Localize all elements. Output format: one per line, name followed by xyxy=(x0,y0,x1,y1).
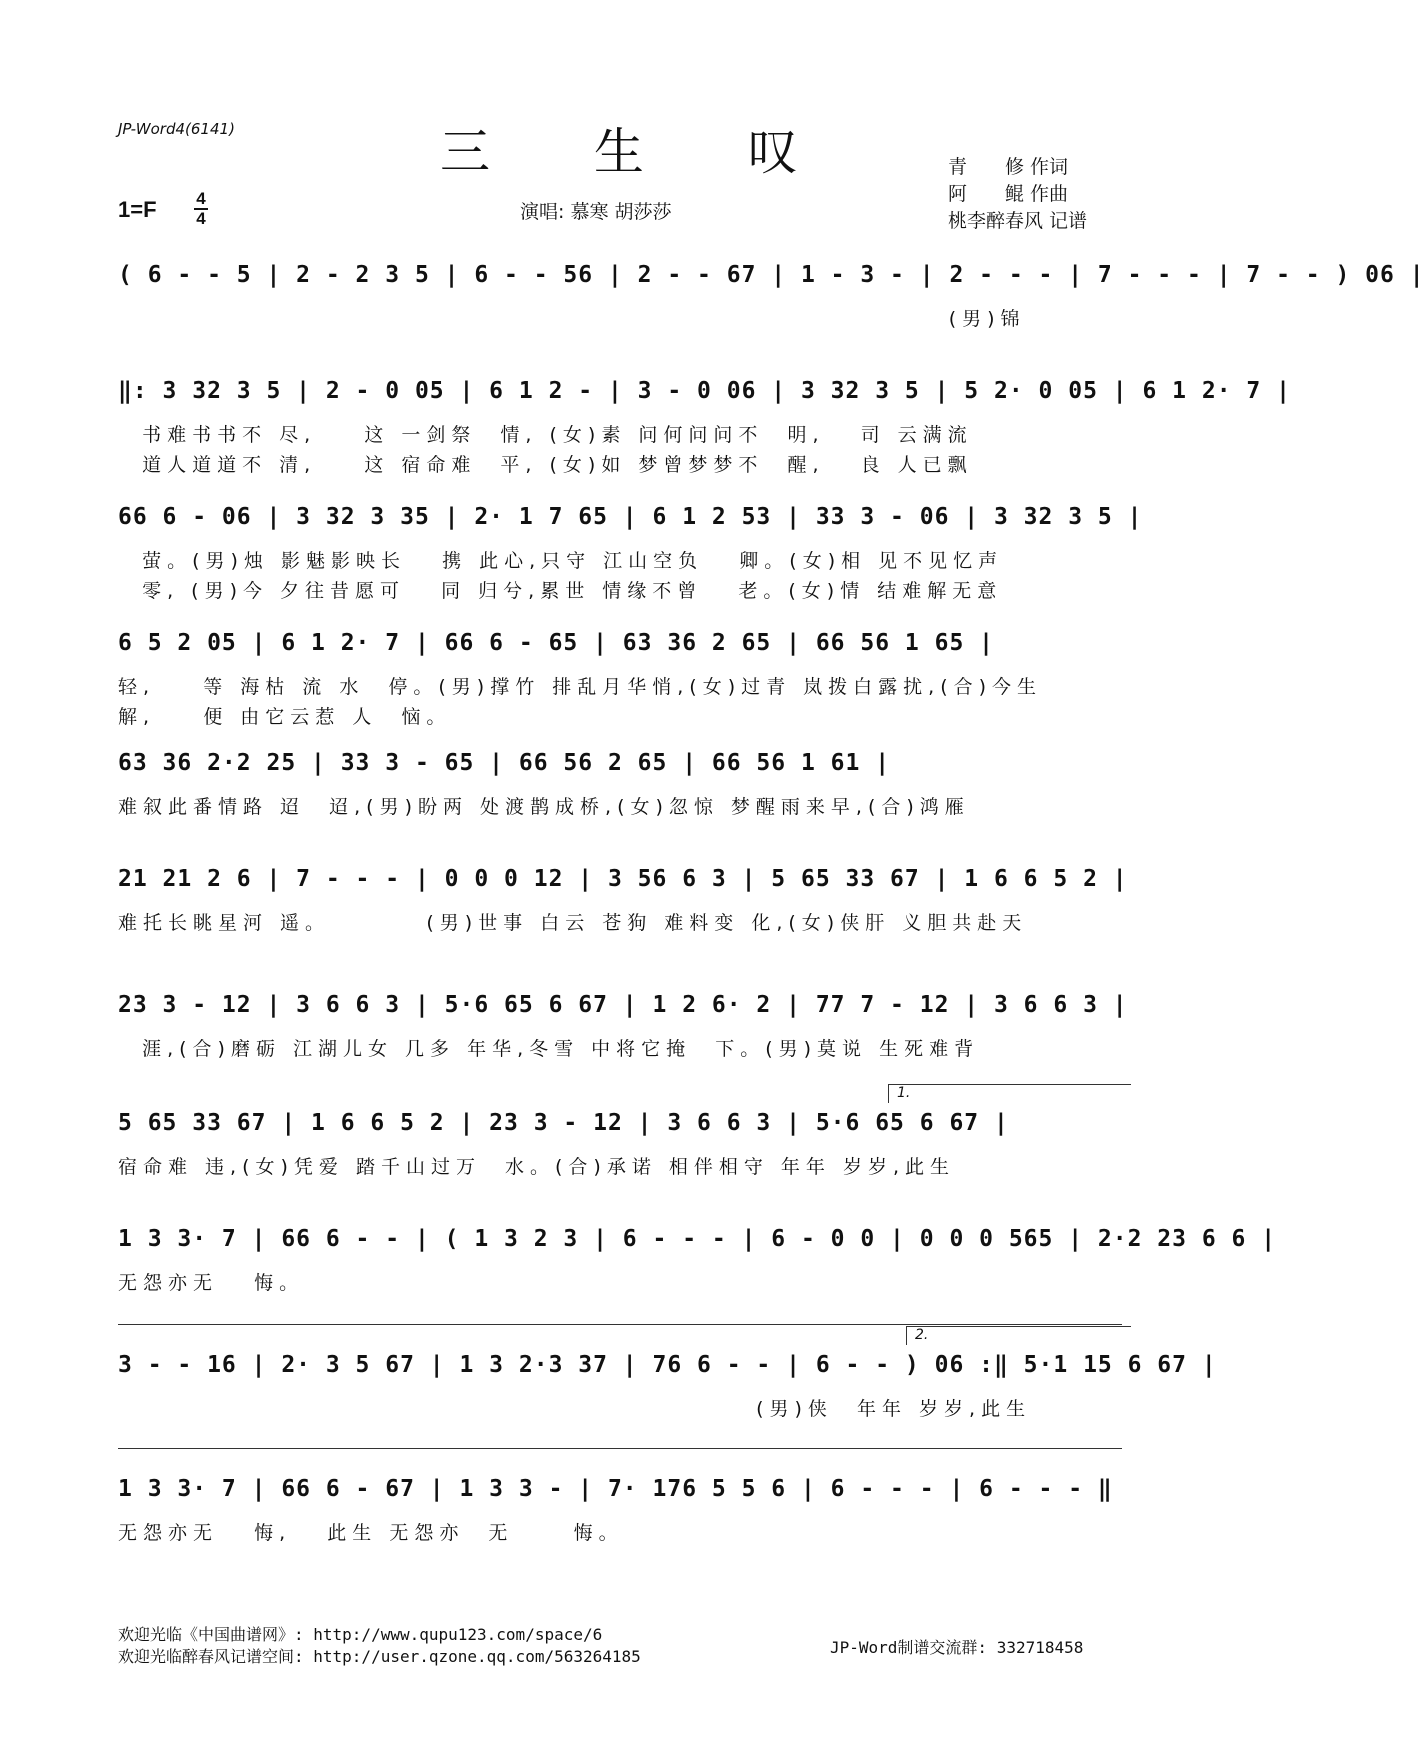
notation-line: ‖: 3 32 3 5 | 2 - 0 05 | 6 1 2 - | 3 - 0 06 | 3 32 3 5 | 5 2· 0 05 | 6 1 2· 7 | xyxy=(118,378,1291,404)
footer-links xyxy=(118,1624,641,1668)
lyric-line: 零, (男)今 夕往昔愿可 同 归兮,累世 情缘不曾 老。(女)情 结难解无意 xyxy=(118,580,1003,602)
lyric-line: (男)侠 年年 岁岁,此生 xyxy=(118,1398,1032,1420)
lyric-line: 解, 便 由它云惹 人 恼。 xyxy=(118,706,452,728)
staff-separator xyxy=(118,1448,1122,1449)
transcriber-credit: 桃李醉春风 记谱 xyxy=(948,210,1088,232)
lyric-line: 宿命难 违,(女)凭爱 踏千山过万 水。(合)承诺 相伴相守 年年 岁岁,此生 xyxy=(118,1156,956,1178)
performers: 演唱: 慕寒 胡莎莎 xyxy=(520,201,672,223)
lyric-line: 涯,(合)磨砺 江湖儿女 几多 年华,冬雪 中将它掩 下。(男)莫说 生死难背 xyxy=(118,1038,980,1060)
notation-line: 6 5 2 05 | 6 1 2· 7 | 66 6 - 65 | 63 36 2 65 | 66 56 1 65 | xyxy=(118,630,994,656)
notation-line: 3 - - 16 | 2· 3 5 67 | 1 3 2·3 37 | 76 6 - - | 6 - - ) 06 :‖ 5·1 15 6 67 | xyxy=(118,1352,1217,1378)
lyric-line: 难托长眺星河 遥。 (男)世事 白云 苍狗 难料变 化,(女)侠肝 义胆共赴天 xyxy=(118,912,1028,934)
lyric-line: 无怨亦无 悔。 xyxy=(118,1272,305,1294)
song-title: 三 生 叹 xyxy=(440,123,842,181)
software-label: JP-Word4(6141) xyxy=(118,120,235,138)
lyric-line: 难叙此番情路 迢 迢,(男)盼两 处渡鹊成桥,(女)忽惊 梦醒雨来早,(合)鸿雁 xyxy=(118,796,970,818)
notation-line: 5 65 33 67 | 1 6 6 5 2 | 23 3 - 12 | 3 6 6 3 | 5·6 65 6 67 | xyxy=(118,1110,1009,1136)
credits xyxy=(948,154,1087,235)
footer-link-qupu[interactable]: 欢迎光临《中国曲谱网》: http://www.qupu123.com/space/6 xyxy=(118,1625,603,1644)
volta-bracket: 2. xyxy=(906,1326,1131,1345)
notation-line: 23 3 - 12 | 3 6 6 3 | 5·6 65 6 67 | 1 2 6· 2 | 77 7 - 12 | 3 6 6 3 | xyxy=(118,992,1128,1018)
lyric-line: 书难书书不 尽, 这 一剑祭 情, (女)素 问何问问不 明, 司 云满流 xyxy=(118,424,973,446)
notation-line: ( 6 - - 5 | 2 - 2 3 5 | 6 - - 56 | 2 - - 67 | 1 - 3 - | 2 - - - | 7 - - - | 7 - - ) 06 | xyxy=(118,262,1425,288)
time-signature-bottom: 4 xyxy=(196,209,206,228)
notation-line: 21 21 2 6 | 7 - - - | 0 0 0 12 | 3 56 6 3 | 5 65 33 67 | 1 6 6 5 2 | xyxy=(118,866,1128,892)
lyric-line: 轻, 等 海枯 流 水 停。(男)撑竹 排乱月华悄,(女)过青 岚拨白露扰,(合)今生 xyxy=(118,676,1043,698)
staff-separator xyxy=(118,1324,1122,1325)
footer-link-qzone[interactable]: 欢迎光临醉春风记谱空间: http://user.qzone.qq.com/563264185 xyxy=(118,1647,641,1666)
lyric-line: 萤。(男)烛 影魅影映长 携 此心,只守 江山空负 卿。(女)相 见不见忆声 xyxy=(118,550,1004,572)
lyric-line: 道人道道不 清, 这 宿命难 平, (女)如 梦曾梦梦不 醒, 良 人已飘 xyxy=(118,454,973,476)
key-signature: 1=F xyxy=(118,197,157,222)
time-signature-top: 4 xyxy=(196,189,206,208)
notation-line: 63 36 2·2 25 | 33 3 - 65 | 66 56 2 65 | 66 56 1 61 | xyxy=(118,750,891,776)
notation-line: 66 6 - 06 | 3 32 3 35 | 2· 1 7 65 | 6 1 2 53 | 33 3 - 06 | 3 32 3 5 | xyxy=(118,504,1143,530)
volta-bracket: 1. xyxy=(888,1084,1131,1103)
notation-line: 1 3 3· 7 | 66 6 - - | ( 1 3 2 3 | 6 - - - | 6 - 0 0 | 0 0 0 565 | 2·2 23 6 6 | xyxy=(118,1226,1277,1252)
lyric-line: 无怨亦无 悔, 此生 无怨亦 无 悔。 xyxy=(118,1522,624,1544)
footer-group: JP-Word制谱交流群: 332718458 xyxy=(830,1638,1084,1657)
lyricist-credit: 青 修 作词 xyxy=(948,156,1069,178)
notation-line: 1 3 3· 7 | 66 6 - 67 | 1 3 3 - | 7· 176 5 5 6 | 6 - - - | 6 - - - ‖ xyxy=(118,1476,1113,1502)
composer-credit: 阿 鲲 作曲 xyxy=(948,183,1069,205)
time-signature xyxy=(194,190,208,228)
lyric-line: (男)锦 xyxy=(118,308,1026,330)
